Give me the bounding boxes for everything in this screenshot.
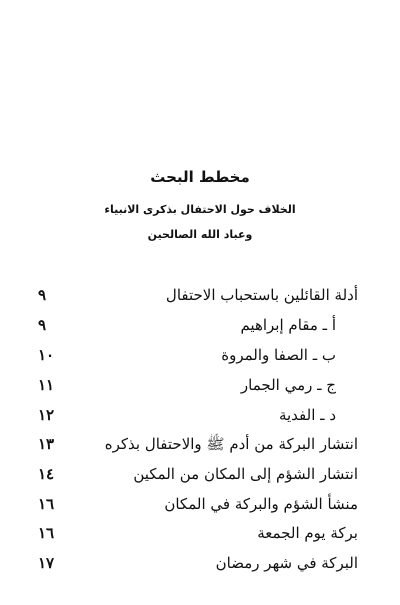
toc-page-number: ٩ [38,316,47,334]
toc-row [0,432,400,458]
toc-page-number: ١٣ [38,435,55,453]
outline-subtitle-line1: الخلاف حول الاحتفال بذكرى الانبياء [104,203,296,216]
toc-row [0,492,400,518]
toc-entry-text: بركة يوم الجمعة [257,524,358,542]
toc-entry-text: ج ـ رمي الجمار [240,376,336,394]
toc-row [0,373,400,399]
toc-page-number: ١٦ [38,495,55,513]
outline-subtitle-line2: وعباد الله الصالحين [147,228,253,241]
toc-page-number: ٩ [38,286,47,304]
toc-page-number: ١٢ [38,406,55,424]
toc-entry-text: د ـ الفدية [278,406,336,424]
toc-entry-text: انتشار الشؤم إلى المكان من المكين [133,465,358,483]
toc-row [0,462,400,488]
toc-entry-text: ب ـ الصفا والمروة [221,346,336,364]
toc-entry-text: أدلة القائلين باستحباب الاحتفال [165,286,358,304]
toc-row [0,403,400,429]
toc-row [0,551,400,577]
toc-page-number: ١١ [38,376,55,394]
toc-page-number: ١٦ [38,524,55,542]
toc-entry-text: منشأ الشؤم والبركة في المكان [164,495,358,513]
toc-entry-text: انتشار البركة من أدم ﷺ والاحتفال بذكره [104,435,358,453]
toc-page-number: ١٧ [38,554,55,572]
toc-page-number: ١٤ [38,465,55,483]
toc-entry-text: أ ـ مقام إبراهيم [240,316,336,334]
toc-entry-text: البركة في شهر رمضان [215,554,358,572]
toc-row [0,283,400,309]
toc-row [0,521,400,547]
toc-row [0,343,400,369]
toc-row [0,313,400,339]
toc-page-number: ١٠ [38,346,55,364]
outline-title: مخطط البحث [150,168,250,186]
